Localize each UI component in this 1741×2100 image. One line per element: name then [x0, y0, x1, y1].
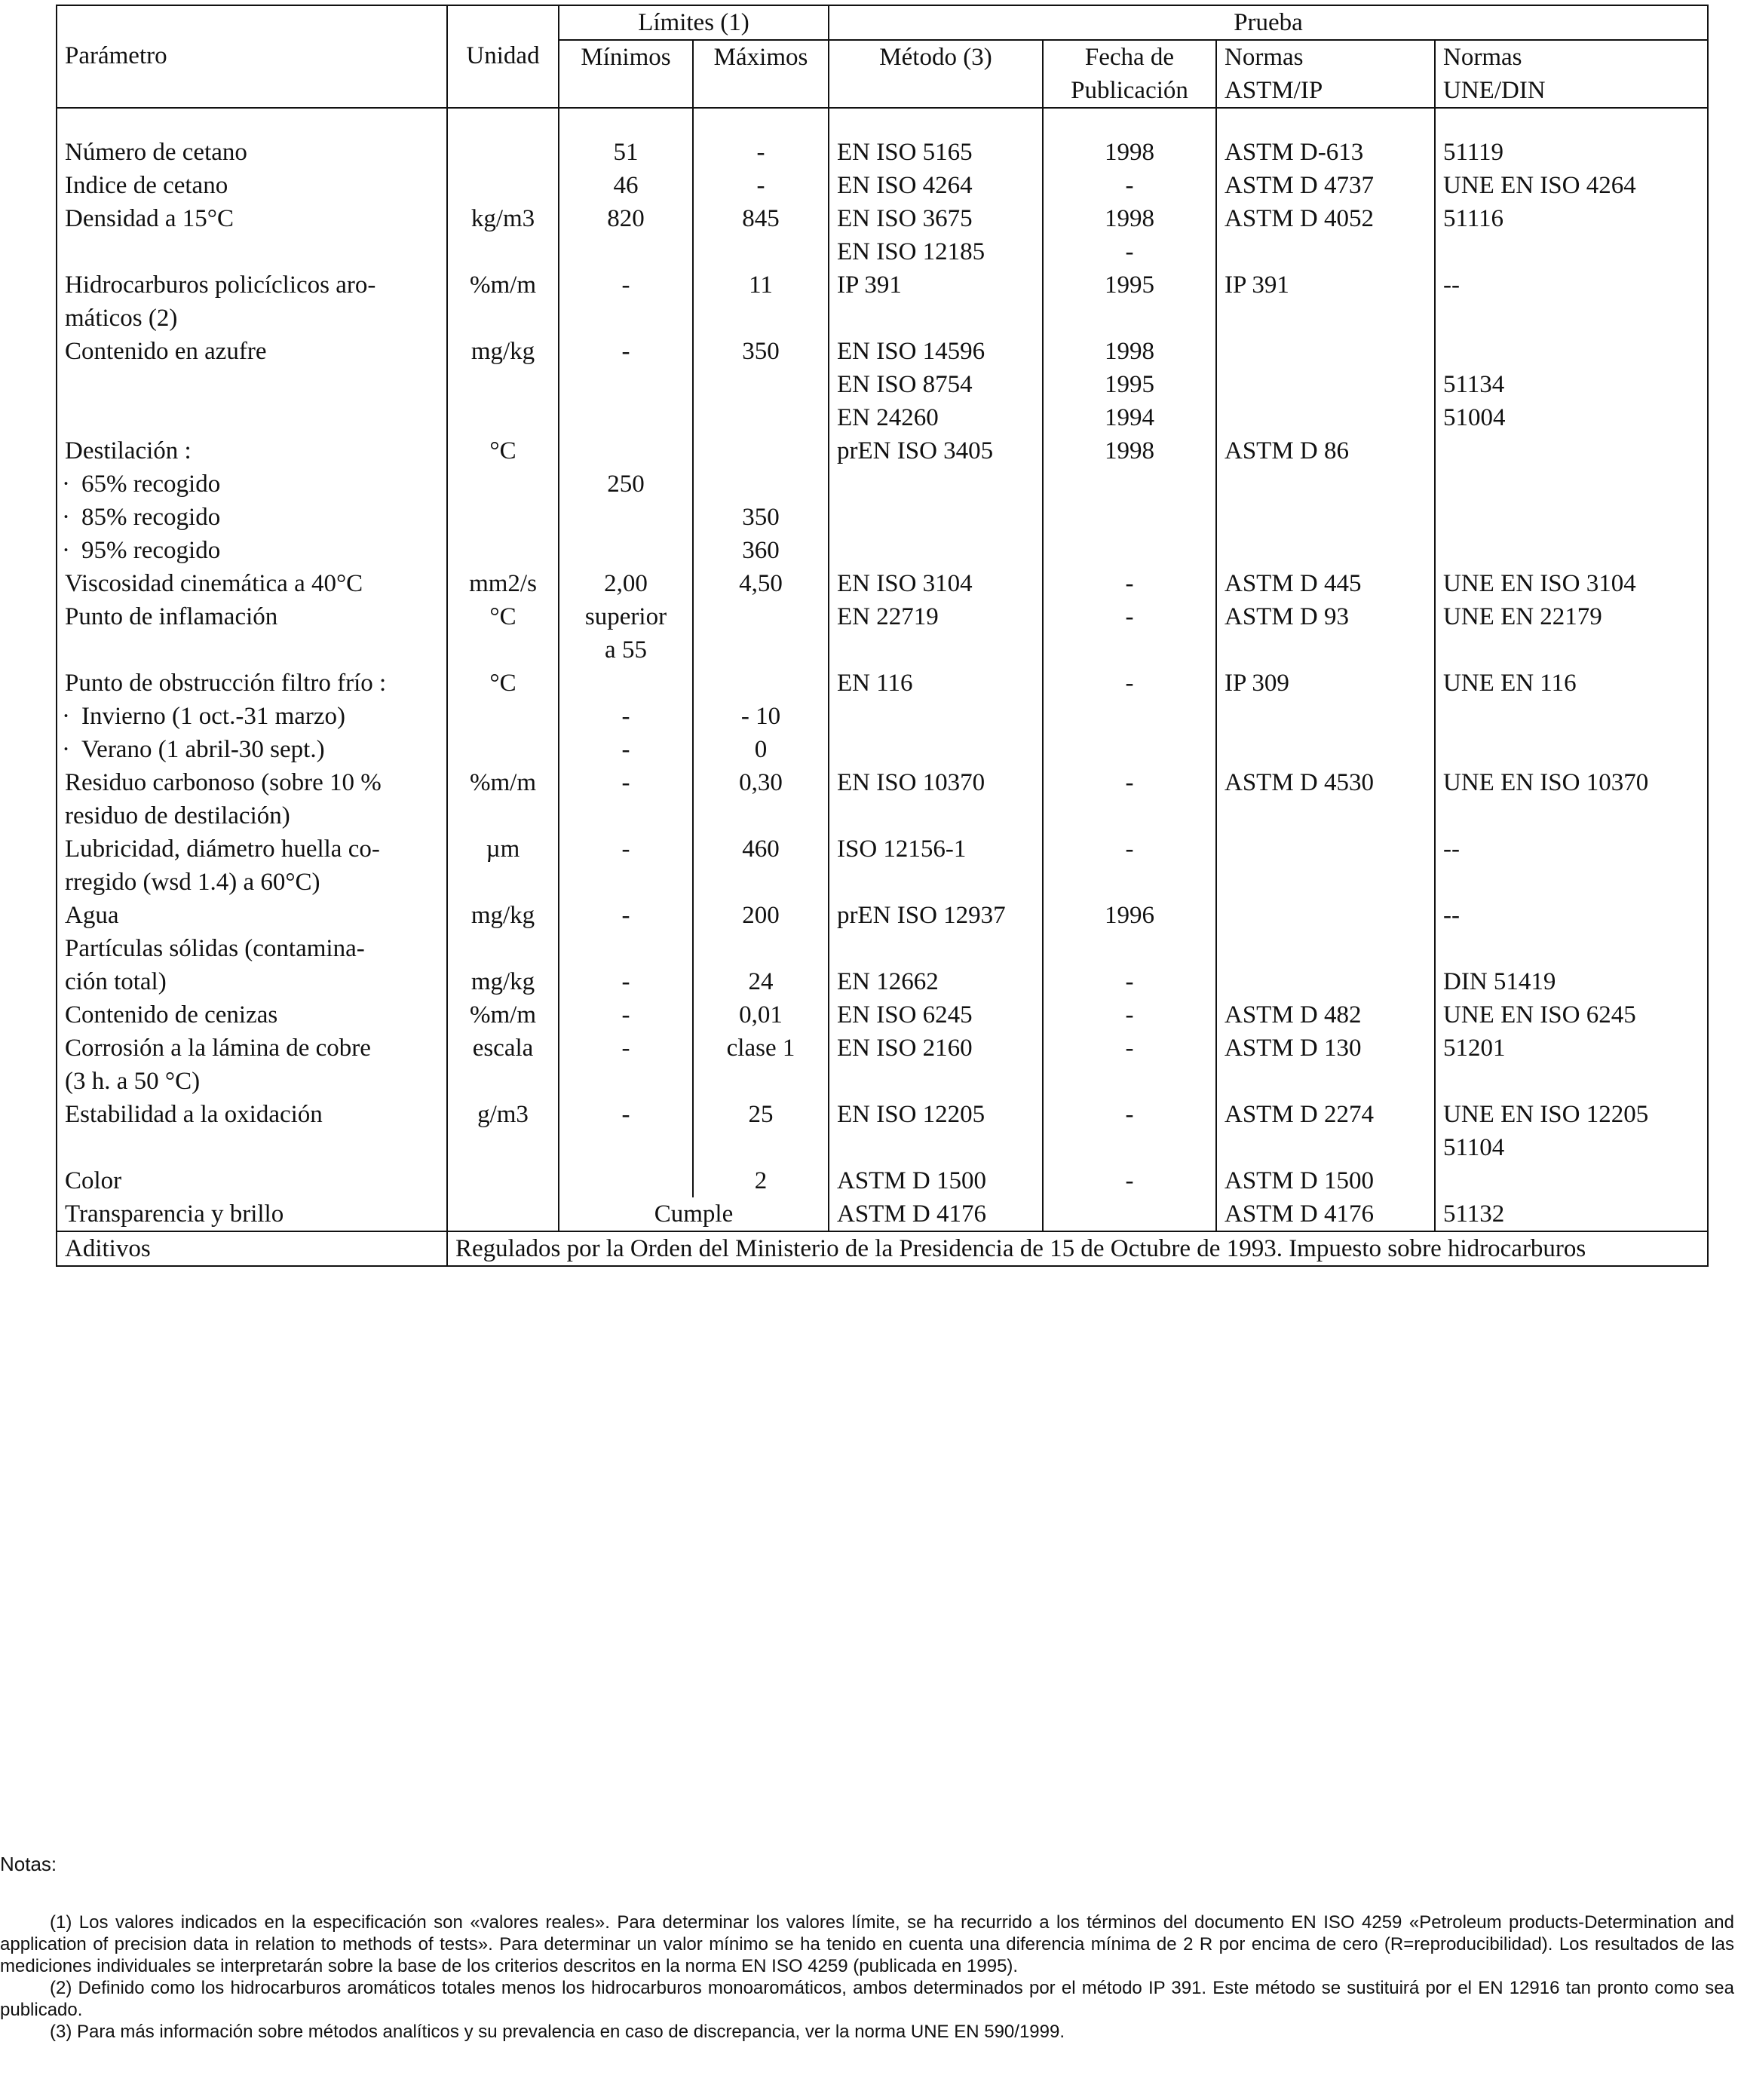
cell-parametro: Residuo carbonoso (sobre 10 % residuo de destilación) [57, 766, 447, 832]
cell-minimo: 2,00 [559, 567, 693, 600]
header-limites: Límites (1) [559, 5, 829, 40]
cell-astm: ASTM D-613 ASTM D 4737 ASTM D 4052 [1216, 136, 1435, 268]
cell-maximo: 4,50 [693, 567, 829, 600]
header-unidad: Unidad [447, 5, 559, 108]
cell-parametro: Corrosión a la lámina de cobre (3 h. a 50 °C) [57, 1032, 447, 1098]
cell-parametro: Agua [57, 899, 447, 932]
cell-fecha: - [1043, 667, 1216, 766]
cell-maximo: 350 360 [693, 434, 829, 567]
cell-unidad: mg/kg [447, 932, 559, 998]
header-astm: Normas ASTM/IP [1216, 40, 1435, 108]
cell-astm: ASTM D 445 [1216, 567, 1435, 600]
cell-une: 51119 UNE EN ISO 4264 51116 [1435, 136, 1708, 268]
cell-unidad: mm2/s [447, 567, 559, 600]
cell-parametro: Número de cetano Indice de cetano Densidad a 15°C [57, 136, 447, 268]
table-row [57, 1164, 1708, 1197]
cell-fecha: - [1043, 1164, 1216, 1197]
table-row [57, 434, 1708, 567]
table-row [57, 998, 1708, 1032]
cell-unidad: µm [447, 832, 559, 899]
cell-maximo: - - 845 [693, 136, 829, 268]
note-2: (2) Definido como los hidrocarburos aromáticos totales menos los hidrocarburos monoaromáticos, ambos determinados por el método IP 391. Este método se sustituirá por el EN 12916 tan pronto como sea publicado. [0, 1978, 1734, 2020]
cell-metodo: ASTM D 1500 [829, 1164, 1043, 1197]
cell-parametro: Viscosidad cinemática a 40°C [57, 567, 447, 600]
cell-metodo: prEN ISO 3405 [829, 434, 1043, 567]
cell-parametro: Punto de obstrucción filtro frío : · Invierno (1 oct.-31 marzo) · Verano (1 abril-30 sept.) [57, 667, 447, 766]
bullet-item: · 95% recogido [65, 534, 439, 567]
cell-astm: ASTM D 2274 [1216, 1098, 1435, 1164]
cell-maximo: - 10 0 [693, 667, 829, 766]
table-body [57, 108, 1708, 1266]
cell-une: 51134 51004 [1435, 335, 1708, 434]
cell-astm: IP 391 [1216, 268, 1435, 335]
table-row [57, 1197, 1708, 1231]
cell-une: UNE EN ISO 10370 [1435, 766, 1708, 832]
cell-une: UNE EN ISO 12205 51104 [1435, 1098, 1708, 1164]
table-row [57, 567, 1708, 600]
cell-une: 51132 [1435, 1197, 1708, 1231]
cell-unidad: mg/kg [447, 335, 559, 434]
cell-unidad: %m/m [447, 766, 559, 832]
cell-maximo [693, 600, 829, 667]
table-row [57, 335, 1708, 434]
cell-metodo: IP 391 [829, 268, 1043, 335]
cell-minimo: - [559, 932, 693, 998]
cell-minimo: - [559, 766, 693, 832]
header-metodo: Método (3) [829, 40, 1043, 108]
cell-unidad [447, 1164, 559, 1197]
cell-parametro: Transparencia y brillo [57, 1197, 447, 1231]
cell-astm [1216, 832, 1435, 899]
table-row [57, 766, 1708, 832]
cell-metodo: prEN ISO 12937 [829, 899, 1043, 932]
cell-fecha: - [1043, 1098, 1216, 1164]
cell-minimo: - [559, 899, 693, 932]
header-parametro: Parámetro [57, 5, 447, 108]
cell-une: DIN 51419 [1435, 932, 1708, 998]
cell-unidad: escala [447, 1032, 559, 1098]
cell-astm: ASTM D 4176 [1216, 1197, 1435, 1231]
cell-metodo: EN ISO 3104 [829, 567, 1043, 600]
cell-astm: ASTM D 130 [1216, 1032, 1435, 1098]
cell-une: UNE EN 116 [1435, 667, 1708, 766]
cell-metodo: EN 22719 [829, 600, 1043, 667]
cell-unidad: °C [447, 667, 559, 766]
cell-fecha: - [1043, 932, 1216, 998]
table-header [57, 5, 1708, 108]
cell-une: -- [1435, 899, 1708, 932]
bullet-item: · Invierno (1 oct.-31 marzo) [65, 700, 439, 733]
cell-maximo: 24 [693, 932, 829, 998]
cell-metodo: EN ISO 10370 [829, 766, 1043, 832]
cell-parametro: Color [57, 1164, 447, 1197]
cell-une: UNE EN 22179 [1435, 600, 1708, 667]
cell-parametro: Lubricidad, diámetro huella co- rregido (wsd 1.4) a 60°C) [57, 832, 447, 899]
cell-minimo: - [559, 335, 693, 434]
cell-fecha: 1998 [1043, 434, 1216, 567]
cell-minimo: - [559, 998, 693, 1032]
header-fecha: Fecha de Publicación [1043, 40, 1216, 108]
cell-astm [1216, 932, 1435, 998]
cell-maximo: 2 [693, 1164, 829, 1197]
cell-astm: ASTM D 4530 [1216, 766, 1435, 832]
cell-fecha: - [1043, 832, 1216, 899]
cell-unidad: %m/m [447, 998, 559, 1032]
cell-une [1435, 434, 1708, 567]
cell-metodo: EN ISO 14596 EN ISO 8754 EN 24260 [829, 335, 1043, 434]
cell-astm: ASTM D 86 [1216, 434, 1435, 567]
aditivos-label: Aditivos [57, 1231, 447, 1266]
cell-parametro: Destilación : · 65% recogido · 85% recogido · 95% recogido [57, 434, 447, 567]
table-row [57, 268, 1708, 335]
cell-parametro: Contenido de cenizas [57, 998, 447, 1032]
cell-maximo: clase 1 [693, 1032, 829, 1098]
cell-maximo: 0,30 [693, 766, 829, 832]
cell-fecha: - [1043, 1032, 1216, 1098]
cell-une: UNE EN ISO 3104 [1435, 567, 1708, 600]
cell-limites: Cumple [559, 1197, 829, 1231]
table-row [57, 1032, 1708, 1098]
aditivos-text: Regulados por la Orden del Ministerio de la Presidencia de 15 de Octubre de 1993. Impuesto sobre hidrocarburos [447, 1231, 1708, 1266]
cell-parametro: Hidrocarburos policíclicos aro- máticos (2) [57, 268, 447, 335]
cell-metodo: EN 116 [829, 667, 1043, 766]
header-minimos: Mínimos [559, 40, 693, 108]
cell-minimo: - [559, 1032, 693, 1098]
cell-parametro: Estabilidad a la oxidación [57, 1098, 447, 1164]
cell-metodo: EN ISO 5165 EN ISO 4264 EN ISO 3675 EN ISO 12185 [829, 136, 1043, 268]
cell-parametro: Partículas sólidas (contamina- ción total) [57, 932, 447, 998]
cell-unidad: g/m3 [447, 1098, 559, 1164]
cell-metodo: ASTM D 4176 [829, 1197, 1043, 1231]
cell-astm [1216, 335, 1435, 434]
cell-fecha: 1998 - 1998 - [1043, 136, 1216, 268]
cell-une: -- [1435, 832, 1708, 899]
bullet-item: · Verano (1 abril-30 sept.) [65, 733, 439, 766]
cell-astm [1216, 899, 1435, 932]
cell-unidad: °C [447, 434, 559, 567]
cell-unidad: kg/m3 [447, 136, 559, 268]
cell-minimo [559, 1164, 693, 1197]
cell-minimo: superior a 55 [559, 600, 693, 667]
aditivos-row [57, 1231, 1708, 1266]
cell-une [1435, 1164, 1708, 1197]
cell-astm: IP 309 [1216, 667, 1435, 766]
table-row [57, 600, 1708, 667]
cell-minimo: - - [559, 667, 693, 766]
bullet-item: · 65% recogido [65, 468, 439, 501]
cell-metodo: EN 12662 [829, 932, 1043, 998]
cell-fecha [1043, 1197, 1216, 1231]
table-row [57, 667, 1708, 766]
cell-unidad: %m/m [447, 268, 559, 335]
cell-fecha: 1996 [1043, 899, 1216, 932]
cell-metodo: EN ISO 6245 [829, 998, 1043, 1032]
cell-maximo: 460 [693, 832, 829, 899]
cell-maximo: 11 [693, 268, 829, 335]
cell-metodo: EN ISO 12205 [829, 1098, 1043, 1164]
note-3: (3) Para más información sobre métodos analíticos y su prevalencia en caso de discrepancia, ver la norma UNE EN 590/1999. [50, 2022, 1065, 2042]
cell-minimo: 51 46 820 [559, 136, 693, 268]
cell-une: UNE EN ISO 6245 [1435, 998, 1708, 1032]
cell-maximo: 350 [693, 335, 829, 434]
cell-une: -- [1435, 268, 1708, 335]
cell-minimo: 250 [559, 434, 693, 567]
cell-fecha: - [1043, 567, 1216, 600]
table-row [57, 899, 1708, 932]
cell-parametro: Contenido en azufre [57, 335, 447, 434]
cell-metodo: ISO 12156-1 [829, 832, 1043, 899]
cell-fecha: 1995 [1043, 268, 1216, 335]
cell-fecha: 1998 1995 1994 [1043, 335, 1216, 434]
cell-une: 51201 [1435, 1032, 1708, 1098]
notes-section [0, 1853, 1734, 2043]
cell-unidad [447, 1197, 559, 1231]
table-row [57, 932, 1708, 998]
cell-fecha: - [1043, 766, 1216, 832]
cell-minimo: - [559, 1098, 693, 1164]
specification-table [56, 5, 1709, 1267]
header-maximos: Máximos [693, 40, 829, 108]
cell-maximo: 25 [693, 1098, 829, 1164]
cell-fecha: - [1043, 600, 1216, 667]
cell-parametro: Punto de inflamación [57, 600, 447, 667]
table-row [57, 1098, 1708, 1164]
cell-maximo: 200 [693, 899, 829, 932]
cell-unidad: °C [447, 600, 559, 667]
cell-astm: ASTM D 482 [1216, 998, 1435, 1032]
cell-minimo: - [559, 268, 693, 335]
cell-maximo: 0,01 [693, 998, 829, 1032]
cell-minimo: - [559, 832, 693, 899]
cell-unidad: mg/kg [447, 899, 559, 932]
header-prueba: Prueba [829, 5, 1708, 40]
cell-astm: ASTM D 93 [1216, 600, 1435, 667]
cell-metodo: EN ISO 2160 [829, 1032, 1043, 1098]
notes-title: Notas: [0, 1853, 57, 1875]
note-1: (1) Los valores indicados en la especificación son «valores reales». Para determinar los valores límite, se ha recurrido a los términos del documento EN ISO 4259 «Petroleum products-Determination and application of precision data in relation to methods of tests». Para determinar un valor mínimo se ha tenido en cuenta una diferencia mínima de 2 R por encima de cero (R=reproducibilidad). Los resultados de las mediciones individuales se interpretarán sobre la base de los criterios descritos en la norma EN ISO 4259 (publicada en 1995). [0, 1912, 1734, 1976]
cell-fecha: - [1043, 998, 1216, 1032]
table-row [57, 832, 1708, 899]
table-row [57, 136, 1708, 268]
cell-astm: ASTM D 1500 [1216, 1164, 1435, 1197]
header-une: Normas UNE/DIN [1435, 40, 1708, 108]
bullet-item: · 85% recogido [65, 501, 439, 534]
